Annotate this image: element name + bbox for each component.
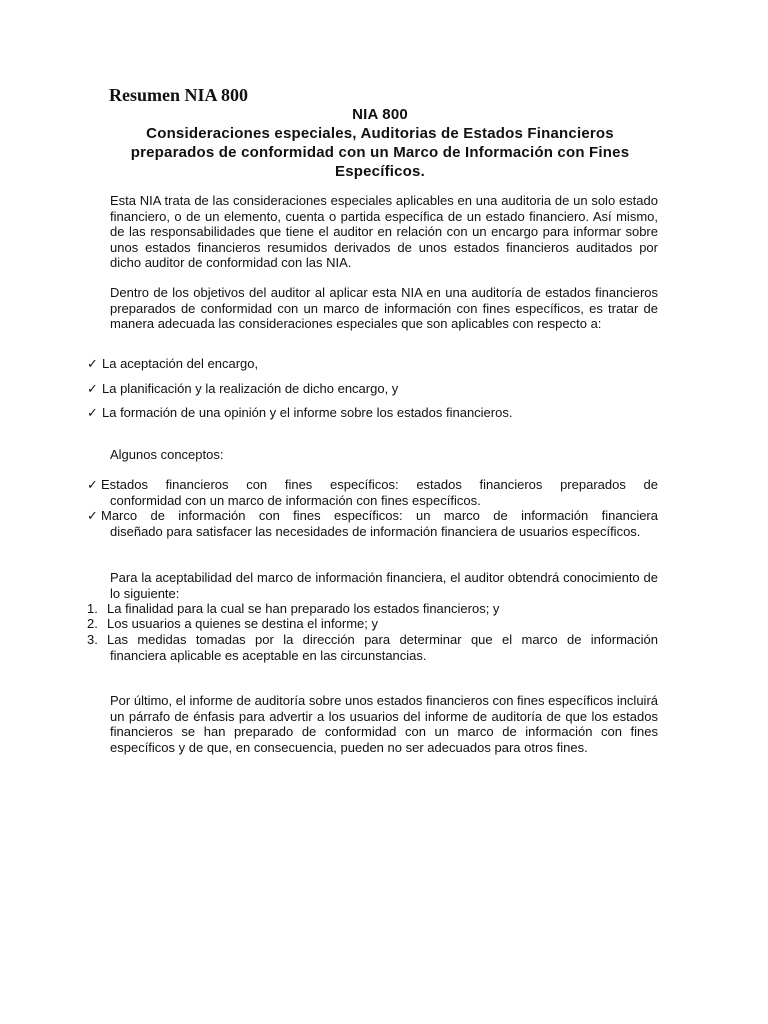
- concept-text: Estados financieros con fines específicos: estados financieros preparados de: [101, 477, 658, 492]
- objectives-paragraph: Dentro de los objetivos del auditor al aplicar esta NIA en una auditoría de estados financieros preparados de conformidad con un marco de información con fines específicos, es tratar de manera adecuada las consideraciones especiales que son aplicables con respecto a:: [110, 285, 658, 331]
- document-title: [100, 105, 660, 181]
- checkmark-icon: ✓: [87, 508, 98, 523]
- checkmark-icon: ✓: [87, 477, 98, 492]
- numbered-text: La finalidad para la cual se han preparado los estados financieros; y: [107, 601, 500, 616]
- concept-item: [87, 508, 658, 539]
- objective-text: La planificación y la realización de dicho encargo, y: [102, 381, 399, 396]
- title-line: Específicos.: [335, 163, 425, 180]
- framework-paragraph: Para la aceptabilidad del marco de información financiera, el auditor obtendrá conocimiento de lo siguiente:: [110, 570, 658, 601]
- objective-item: [87, 381, 398, 397]
- numbered-item: [87, 632, 658, 663]
- title-line: NIA 800: [352, 106, 408, 123]
- concept-item: [87, 477, 658, 508]
- objective-item: [87, 405, 512, 421]
- checkmark-icon: ✓: [87, 381, 98, 396]
- objective-text: La aceptación del encargo,: [102, 356, 259, 371]
- title-line: preparados de conformidad con un Marco de Información con Fines: [130, 144, 630, 161]
- checkmark-icon: ✓: [87, 405, 98, 420]
- title-line: Consideraciones especiales, Auditorias de Estados Financieros: [146, 125, 614, 142]
- concept-text: Marco de información con fines específicos: un marco de información financiera: [101, 508, 658, 523]
- checkmark-icon: ✓: [87, 356, 98, 371]
- objective-item: [87, 356, 258, 372]
- numbered-text-continued: financiera aplicable es aceptable en las circunstancias.: [110, 647, 427, 663]
- document-heading: Resumen NIA 800: [109, 85, 249, 105]
- numbered-item: [87, 601, 658, 617]
- concept-text-continued: diseñado para satisfacer las necesidades de información financiera de usuarios específicos.: [110, 523, 641, 539]
- concepts-intro: Algunos conceptos:: [110, 447, 224, 462]
- item-number: 2.: [87, 616, 98, 631]
- concept-text-continued: conformidad con un marco de información con fines específicos.: [110, 492, 481, 508]
- numbered-text: Las medidas tomadas por la dirección para determinar que el marco de información: [107, 632, 658, 647]
- closing-paragraph: Por último, el informe de auditoría sobre unos estados financieros con fines específicos incluirá un párrafo de énfasis para advertir a los usuarios del informe de auditoría de que los estados financieros se han preparado de conformidad con un marco de información con fines específicos y de que, en consecuencia, pueden no ser adecuados para otros fines.: [110, 693, 658, 755]
- item-number: 3.: [87, 632, 98, 647]
- numbered-text: Los usuarios a quienes se destina el informe; y: [107, 616, 378, 631]
- item-number: 1.: [87, 601, 98, 616]
- objective-text: La formación de una opinión y el informe sobre los estados financieros.: [102, 405, 513, 420]
- intro-paragraph: Esta NIA trata de las consideraciones especiales aplicables en una auditoria de un solo estado financiero, o de un elemento, cuenta o partida específica de un estado financiero. Así mismo, de las responsabilidades que tiene el auditor en relación con un encargo para informar sobre unos estados financieros resumidos derivados de unos estados financieros auditados por dicho auditor de conformidad con las NIA.: [110, 193, 658, 270]
- numbered-item: [87, 616, 658, 632]
